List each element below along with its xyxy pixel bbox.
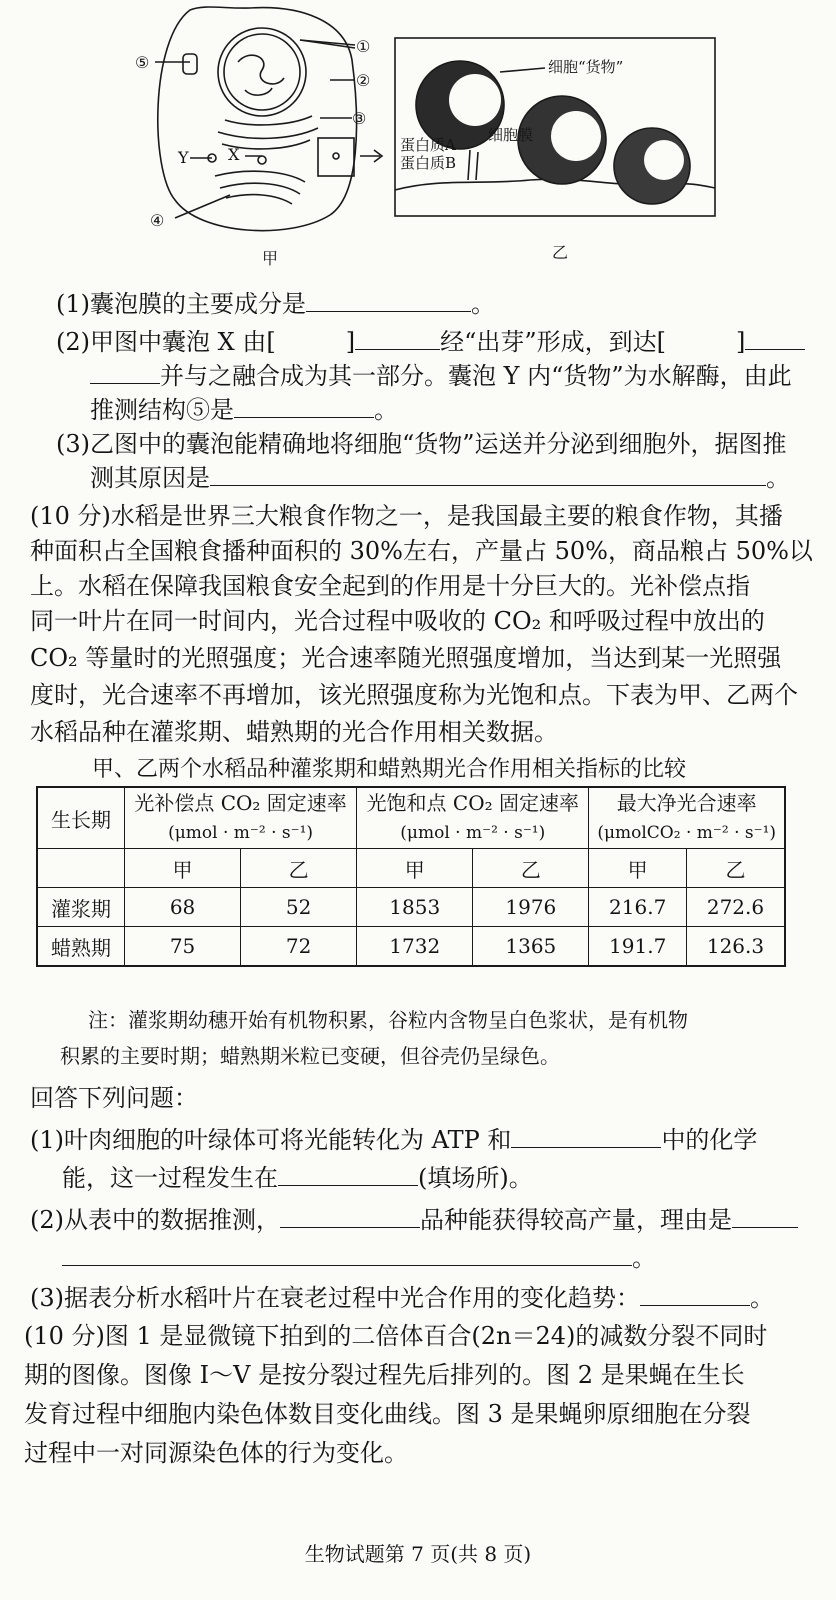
passage-line: CO₂ 等量时的光照强度；光合速率随光照强度增加，当达到某一光照强: [30, 644, 782, 672]
q-prev-6: 测其原因是 。: [90, 464, 790, 492]
q-prev-2: (2)甲图中囊泡 X 由[ ] 经“出芽”形成，到达[ ]: [56, 322, 805, 357]
answer-blank[interactable]: [210, 463, 766, 486]
label-protein-a: 蛋白质A: [400, 136, 456, 154]
variety-header: 乙: [473, 849, 589, 888]
q-prev-5: (3)乙图中的囊泡能精确地将细胞“货物”运送并分泌到细胞外，据图推: [56, 430, 787, 458]
passage-line: 同一叶片在同一时间内，光合过程中吸收的 CO₂ 和呼吸过程中放出的: [30, 607, 765, 635]
answer-blank[interactable]: [90, 361, 160, 384]
note-line: 注：灌浆期幼穗开始有机物积累，谷粒内含物呈白色浆状，是有机物: [88, 1008, 688, 1032]
value-cell: 1365: [473, 927, 589, 967]
value-cell: 216.7: [589, 888, 687, 927]
blank-cell: [37, 849, 125, 888]
answer-blank[interactable]: [62, 1243, 632, 1266]
page-footer: 生物试题第 7 页(共 8 页): [304, 1542, 532, 1566]
column-group-header: 光饱和点 CO₂ 固定速率 (μmol · m⁻² · s⁻¹): [357, 787, 589, 849]
value-cell: 75: [125, 927, 241, 967]
variety-header: 甲: [357, 849, 473, 888]
answer-blank[interactable]: [278, 1163, 418, 1186]
figure-area: [0, 0, 836, 270]
table-row: [37, 888, 785, 927]
label-4: ④: [150, 211, 165, 230]
value-cell: 68: [125, 888, 241, 927]
question-2: (2)从表中的数据推测， 品种能获得较高产量，理由是: [30, 1200, 798, 1235]
cell-diagrams: [0, 0, 836, 270]
next-line: (10 分)图 1 是显微镜下拍到的二倍体百合(2n＝24)的减数分裂不同时: [24, 1322, 768, 1350]
question-1: (1)叶肉细胞的叶绿体可将光能转化为 ATP 和 中的化学: [30, 1126, 758, 1154]
value-cell: 1732: [357, 927, 473, 967]
caption-jia: 甲: [262, 249, 279, 268]
value-cell: 52: [241, 888, 357, 927]
value-cell: 1853: [357, 888, 473, 927]
next-line: 过程中一对同源染色体的行为变化。: [24, 1439, 408, 1467]
stage-cell: 灌浆期: [37, 888, 125, 927]
note-line: 积累的主要时期；蜡熟期米粒已变硬，但谷壳仍呈绿色。: [60, 1044, 560, 1068]
label-protein-b: 蛋白质B: [400, 154, 457, 172]
answer-blank[interactable]: [640, 1283, 750, 1306]
question-2-cont: 。: [62, 1238, 656, 1273]
column-group-header: 光补偿点 CO₂ 固定速率 (μmol · m⁻² · s⁻¹): [125, 787, 357, 849]
answer-blank[interactable]: [511, 1125, 661, 1148]
value-cell: 272.6: [686, 888, 785, 927]
answer-blank[interactable]: [732, 1205, 798, 1228]
next-line: 发育过程中细胞内染色体数目变化曲线。图 3 是果蝇卵原细胞在分裂: [24, 1400, 751, 1428]
variety-header: 乙: [686, 849, 785, 888]
passage-line: 上。水稻在保障我国粮食安全起到的作用是十分巨大的。光补偿点指: [30, 572, 750, 600]
question-1-cont: 能，这一过程发生在 (填场所)。: [62, 1164, 533, 1192]
variety-header: 甲: [125, 849, 241, 888]
label-x: X: [228, 145, 240, 164]
label-5: ⑤: [135, 53, 150, 72]
label-cargo: 细胞“货物”: [548, 58, 624, 76]
answer-blank[interactable]: [355, 327, 440, 350]
caption-yi: 乙: [552, 243, 569, 262]
q-prev-1: (1)囊泡膜的主要成分是 。: [56, 290, 495, 318]
label-membrane: 细胞膜: [488, 126, 534, 144]
q-prev-3: 并与之融合成为其一部分。囊泡 Y 内“货物”为水解酶，由此: [90, 356, 792, 391]
stage-header: 生长期: [37, 787, 125, 849]
next-line: 期的图像。图像 Ⅰ～Ⅴ 是按分裂过程先后排列的。图 2 是果蝇在生长: [24, 1361, 745, 1389]
label-2: ②: [356, 71, 371, 90]
value-cell: 72: [241, 927, 357, 967]
label-3: ③: [352, 109, 367, 128]
passage-line: 度时，光合速率不再增加，该光照强度称为光饱和点。下表为甲、乙两个: [30, 681, 798, 709]
answer-blank[interactable]: [234, 395, 374, 418]
answer-blank[interactable]: [306, 289, 471, 312]
label-1: ①: [356, 37, 371, 56]
label-y: Y: [178, 148, 189, 167]
figure-jia: [155, 7, 382, 231]
passage-line: 种面积占全国粮食播种面积的 30%左右，产量占 50%，商品粮占 50%以: [30, 537, 813, 565]
table-row: [37, 927, 785, 967]
data-table: [36, 786, 786, 967]
value-cell: 126.3: [686, 927, 785, 967]
column-group-header: 最大净光合速率 (μmolCO₂ · m⁻² · s⁻¹): [589, 787, 785, 849]
variety-header: 乙: [241, 849, 357, 888]
answer-blank[interactable]: [745, 327, 805, 350]
question-3: (3)据表分析水稻叶片在衰老过程中光合作用的变化趋势： 。: [30, 1284, 774, 1312]
stage-cell: 蜡熟期: [37, 927, 125, 967]
questions-intro: 回答下列问题：: [30, 1084, 198, 1112]
q-prev-4: 推测结构⑤是 。: [90, 396, 398, 424]
passage-line: 水稻品种在灌浆期、蜡熟期的光合作用相关数据。: [30, 718, 558, 746]
passage-line: (10 分)水稻是世界三大粮食作物之一，是我国最主要的粮食作物，其播: [30, 502, 783, 530]
value-cell: 1976: [473, 888, 589, 927]
variety-header: 甲: [589, 849, 687, 888]
value-cell: 191.7: [589, 927, 687, 967]
table-title: 甲、乙两个水稻品种灌浆期和蜡熟期光合作用相关指标的比较: [92, 757, 687, 782]
answer-blank[interactable]: [280, 1205, 420, 1228]
